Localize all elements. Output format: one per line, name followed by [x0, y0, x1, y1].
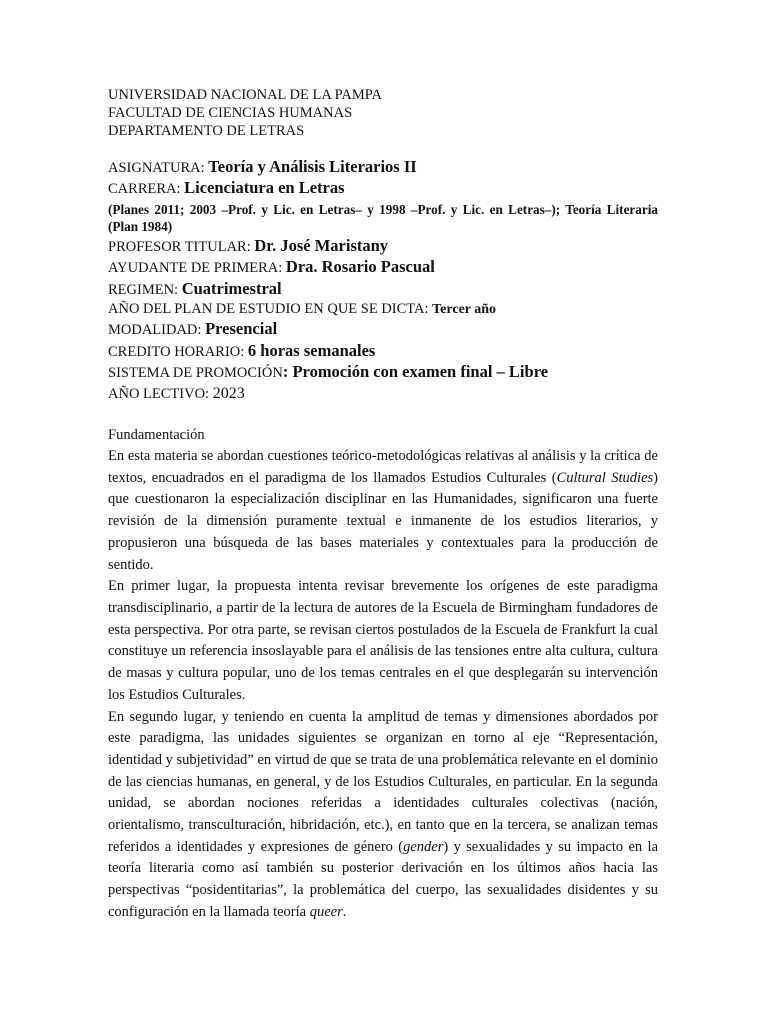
field-label: CARRERA: — [108, 181, 181, 198]
paragraph-emphasis: gender — [403, 838, 444, 855]
field-value: Presencial — [205, 319, 278, 339]
field-value: Dr. José Maristany — [254, 235, 389, 255]
paragraph-text: En esta materia se abordan cuestiones teórico-metodológicas relativas al análisis y la crítica de textos, encuadrados en el paradigma de los llamados Estudios Culturales ( — [108, 448, 658, 486]
field-label: AÑO DEL PLAN DE ESTUDIO EN QUE SE DICTA: — [108, 301, 429, 318]
field-label: REGIMEN: — [108, 281, 179, 298]
field-value: Tercer año — [432, 302, 497, 318]
document-page — [108, 86, 658, 924]
field-label: AYUDANTE DE PRIMERA: — [108, 260, 283, 277]
field-modalidad — [108, 319, 658, 340]
university-name: UNIVERSIDAD NACIONAL DE LA PAMPA — [108, 87, 382, 103]
field-value: 6 horas semanales — [247, 340, 376, 360]
field-value: : Promoción con examen final – Libre — [282, 362, 549, 382]
field-credito — [108, 341, 658, 362]
paragraph-emphasis: queer — [309, 903, 343, 920]
paragraph-3 — [108, 707, 658, 924]
paragraph-1 — [108, 446, 658, 576]
field-value: 2023 — [212, 384, 245, 402]
field-label: SISTEMA DE PROMOCIÓN — [108, 365, 283, 382]
department-name: DEPARTAMENTO DE LETRAS — [108, 123, 305, 139]
field-value: Cuatrimestral — [181, 278, 282, 298]
field-regimen — [108, 279, 658, 300]
section-title: Fundamentación — [108, 427, 205, 444]
paragraph-text: En segundo lugar, y teniendo en cuenta la amplitud de temas y dimensiones abordados por este paradigma, las unidades siguientes se organizan en torno al eje “Representación, identidad y subjetividad” en virtud de que se trata de una problemática relevante en el dominio de las ciencias humanas, en general, y de los Estudios Culturales, en particular. En la segunda unidad, se abordan nociones referidas a identidades culturales colectivas (nación, orientalismo, transculturación, hibridación, etc.), en tanto que en la tercera, se analizan temas referidos a identidades y expresiones de género ( — [108, 708, 658, 855]
paragraph-2: En primer lugar, la propuesta intenta revisar brevemente los orígenes de este paradigma transdisciplinario, a partir de la lectura de autores de la Escuela de Birmingham fundadores de esta perspectiva. Por otra parte, se revisan ciertos postulados de la Escuela de Frankfurt la cual constituye un referencia insoslayable para el análisis de las tensiones entre alta cultura, cultura de masas y cultura popular, uno de los temas centrales en el que desplegarán su intervención los Estudios Culturales. — [108, 578, 658, 703]
paragraph-text: ) y sexualidades y su impacto en la teoría literaria como así también su posterior derivación en los últimos años hacia las perspectivas “posidentitarias”, la problemática del cuerpo, las sexualidades disidentes y su configuración en la llamada teoría — [108, 838, 659, 920]
paragraph-text: . — [342, 903, 347, 920]
field-sistema — [108, 362, 658, 383]
paragraph-text: ) que cuestionaron la especialización disciplinar en las Humanidades, significaron una fuerte revisión de la dimensión puramente textual e inmanente de los estudios literarios, y propusieron una búsqueda de las bases materiales y contextuales para la producción de sentido. — [108, 469, 658, 573]
field-carrera — [108, 178, 658, 199]
field-value: Licenciatura en Letras — [184, 178, 345, 198]
field-ayudante — [108, 257, 658, 278]
field-label: PROFESOR TITULAR: — [108, 238, 251, 255]
field-asignatura — [108, 157, 658, 178]
field-value: Dra. Rosario Pascual — [285, 257, 435, 277]
field-anio-plan — [108, 300, 658, 319]
field-label: ASIGNATURA: — [108, 160, 205, 176]
field-label: AÑO LECTIVO: — [108, 385, 210, 402]
plans-note: (Planes 2011; 2003 –Prof. y Lic. en Letras– y 1998 –Prof. y Lic. en Letras–); Teoría Literaria (Plan 1984) — [108, 201, 658, 234]
faculty-name: FACULTAD DE CIENCIAS HUMANAS — [108, 105, 353, 121]
field-label: MODALIDAD: — [108, 322, 202, 339]
field-anio-lectivo — [108, 384, 658, 404]
field-profesor — [108, 236, 658, 257]
paragraph-emphasis: Cultural Studies — [556, 469, 654, 486]
field-label: CREDITO HORARIO: — [108, 343, 245, 360]
field-value: Teoría y Análisis Literarios II — [208, 157, 417, 176]
